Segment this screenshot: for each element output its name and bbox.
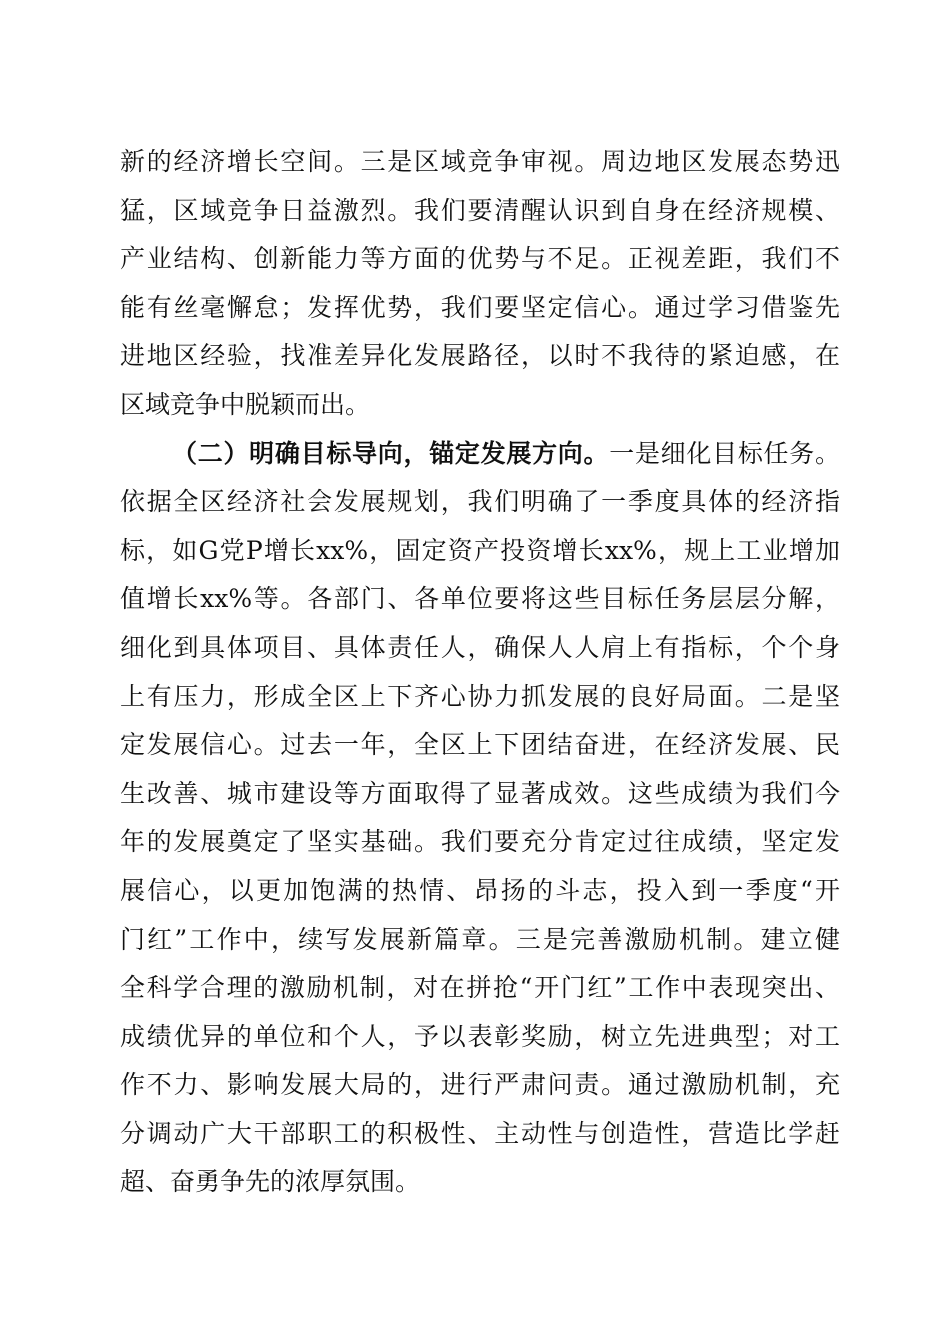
text-line: 细化到具体项目、具体责任人，确保人人肩上有指标，个个身	[120, 632, 840, 662]
text-line: 展信心，以更加饱满的热情、昂扬的斗志，投入到一季度“开	[120, 875, 840, 905]
paragraph-regional-competition	[120, 138, 840, 430]
text-line	[120, 430, 840, 479]
text-line: 成绩优异的单位和个人，予以表彰奖励，树立先进典型；对工	[120, 1021, 840, 1051]
text-line: 新的经济增长空间。三是区域竞争审视。周边地区发展态势迅	[120, 147, 840, 176]
text-line: 超、奋勇争先的浓厚氛围。	[120, 1167, 421, 1197]
section-heading: （二）明确目标导向，锚定发展方向。	[172, 438, 610, 468]
text-line: 产业结构、创新能力等方面的优势与不足。正视差距，我们不	[120, 244, 840, 274]
text-line: 标，如G党P增长xx%，固定资产投资增长xx%，规上工业增加	[120, 535, 840, 565]
text-line: 值增长xx%等。各部门、各单位要将这些目标任务层层分解，	[120, 584, 840, 614]
document-body	[120, 138, 840, 1207]
paragraph-target-orientation	[120, 430, 840, 1208]
text-line: 进地区经验，找准差异化发展路径，以时不我待的紧迫感，在	[120, 341, 840, 371]
text-line: 作不力、影响发展大局的，进行严肃问责。通过激励机制，充	[120, 1070, 840, 1100]
text-line: 分调动广大干部职工的积极性、主动性与创造性，营造比学赶	[120, 1118, 840, 1148]
text-line: 年的发展奠定了坚实基础。我们要充分肯定过往成绩，坚定发	[120, 827, 840, 857]
text-line: 猛，区域竞争日益激烈。我们要清醒认识到自身在经济规模、	[120, 195, 840, 225]
text-line: 全科学合理的激励机制，对在拼抢“开门红”工作中表现突出、	[120, 973, 840, 1003]
text-line: 生改善、城市建设等方面取得了显著成效。这些成绩为我们今	[120, 778, 840, 808]
text-line: 门红”工作中，续写发展新篇章。三是完善激励机制。建立健	[120, 924, 840, 954]
text-line: 能有丝毫懈怠；发挥优势，我们要坚定信心。通过学习借鉴先	[120, 292, 840, 322]
text-line: 区域竞争中脱颖而出。	[120, 389, 371, 419]
heading-line-rest: 一是细化目标任务。	[609, 438, 840, 468]
text-line: 依据全区经济社会发展规划，我们明确了一季度具体的经济指	[120, 487, 840, 517]
text-line: 定发展信心。过去一年，全区上下团结奋进，在经济发展、民	[120, 730, 840, 760]
text-line: 上有压力，形成全区上下齐心协力抓发展的良好局面。二是坚	[120, 681, 840, 711]
